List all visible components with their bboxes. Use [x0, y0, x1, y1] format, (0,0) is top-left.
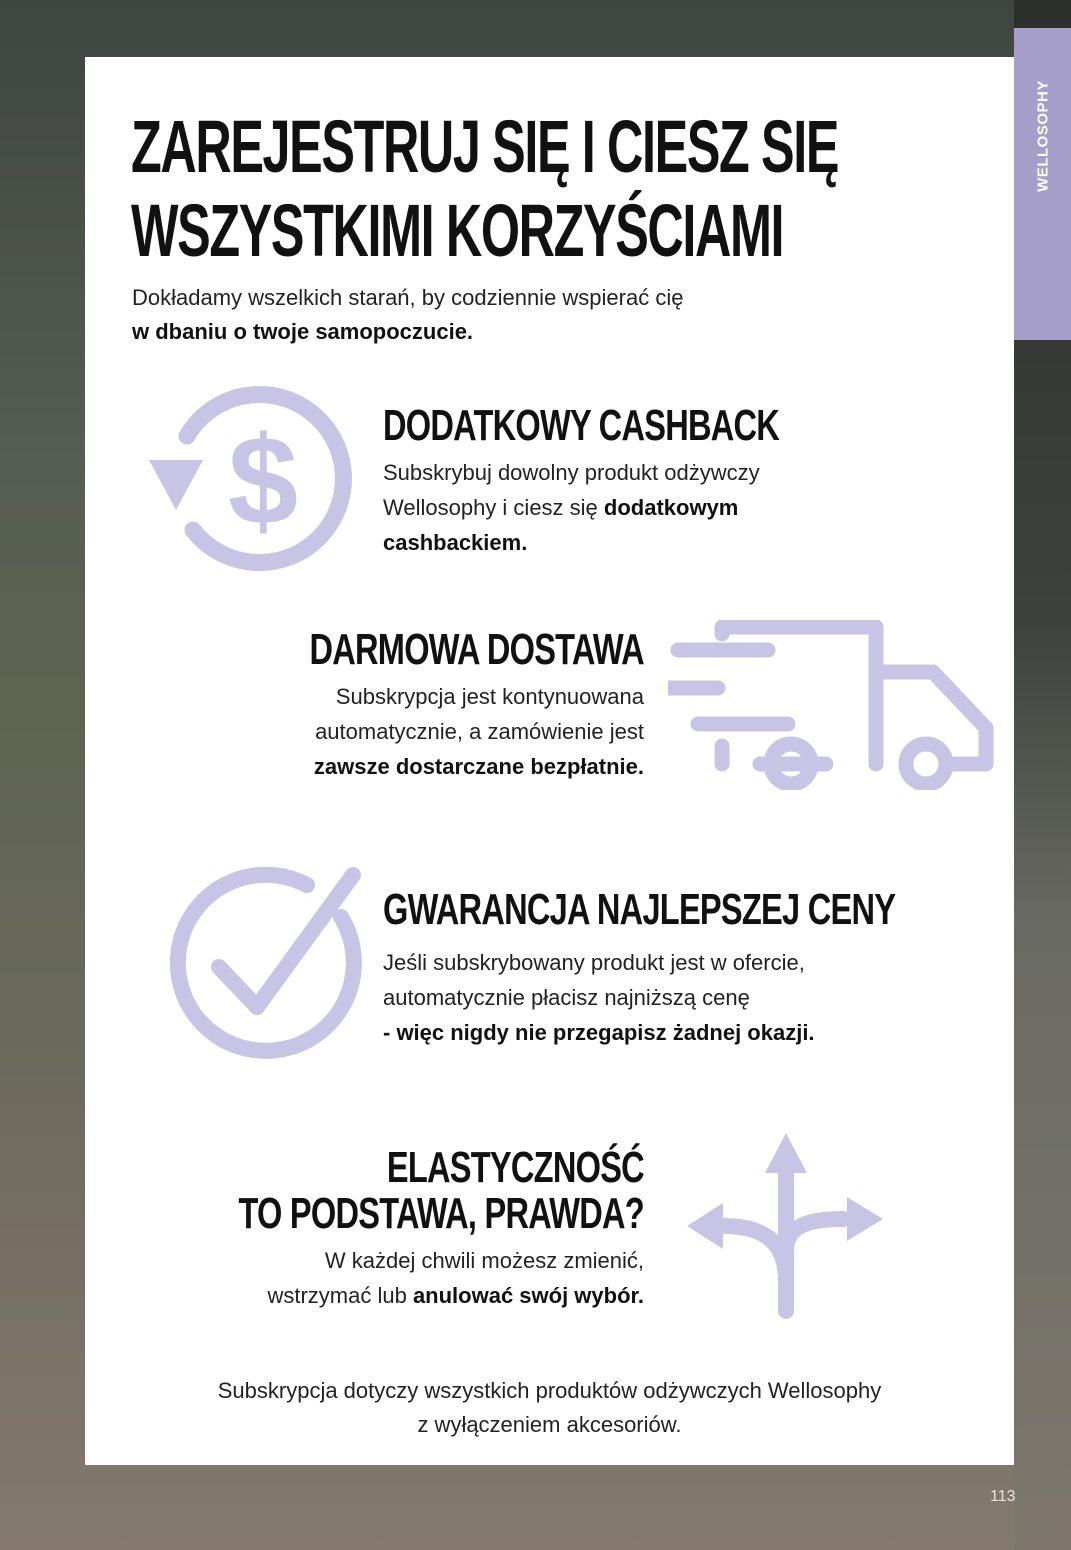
- feature-cashback-text: Subskrybuj dowolny produkt odżywczy Wellosophy i ciesz się dodatkowym cashbackiem.: [383, 460, 760, 555]
- intro-text: Dokładamy wszelkich starań, by codziennie wspierać cię w dbaniu o twoje samopoczucie.: [132, 285, 684, 344]
- feature-flexibility-title: ELASTYCZNOŚĆ TO PODSTAWA, PRAWDA?: [238, 1143, 644, 1238]
- section-side-tab: [1014, 28, 1071, 340]
- page-number: 113: [990, 1488, 1016, 1505]
- split-arrows-icon: [683, 1131, 888, 1321]
- title-line-1: ZAREJESTRUJ SIĘ I CIESZ SIĘ: [131, 105, 839, 188]
- feature-delivery-title: DARMOWA DOSTAWA: [309, 625, 644, 674]
- checkmark-circle-icon: [157, 857, 367, 1067]
- footer-note: Subskrypcja dotyczy wszystkich produktów odżywczych Wellosophy z wyłączeniem akcesoriów.: [217, 1378, 882, 1437]
- feature-best-price-title: GWARANCJA NAJLEPSZEJ CENY: [383, 885, 896, 934]
- page-title: [131, 105, 838, 273]
- feature-cashback-title: DODATKOWY CASHBACK: [383, 401, 780, 450]
- svg-text:$: $: [227, 410, 299, 551]
- feature-delivery-text: Subskrypcja jest kontynuowana automatycznie, a zamówienie jest zawsze dostarczane bezpłatnie.: [313, 684, 644, 779]
- title-line-2: WSZYSTKIMI KORZYŚCIAMI: [131, 189, 784, 272]
- intro-bold: w dbaniu o twoje samopoczucie.: [132, 319, 474, 344]
- delivery-truck-icon: [668, 620, 1000, 790]
- feature-best-price-text: Jeśli subskrybowany produkt jest w ofercie, automatycznie płacisz najniższą cenę - więc nigdy nie przegapisz żadnej okazji.: [383, 950, 815, 1045]
- feature-flexibility-text: W każdej chwili możesz zmienić, wstrzymać lub anulować swój wybór.: [267, 1248, 644, 1308]
- content-card: [85, 57, 1014, 1465]
- side-tab-label: WELLOSOPHY: [1034, 80, 1051, 192]
- cashback-dollar-icon: [145, 370, 360, 585]
